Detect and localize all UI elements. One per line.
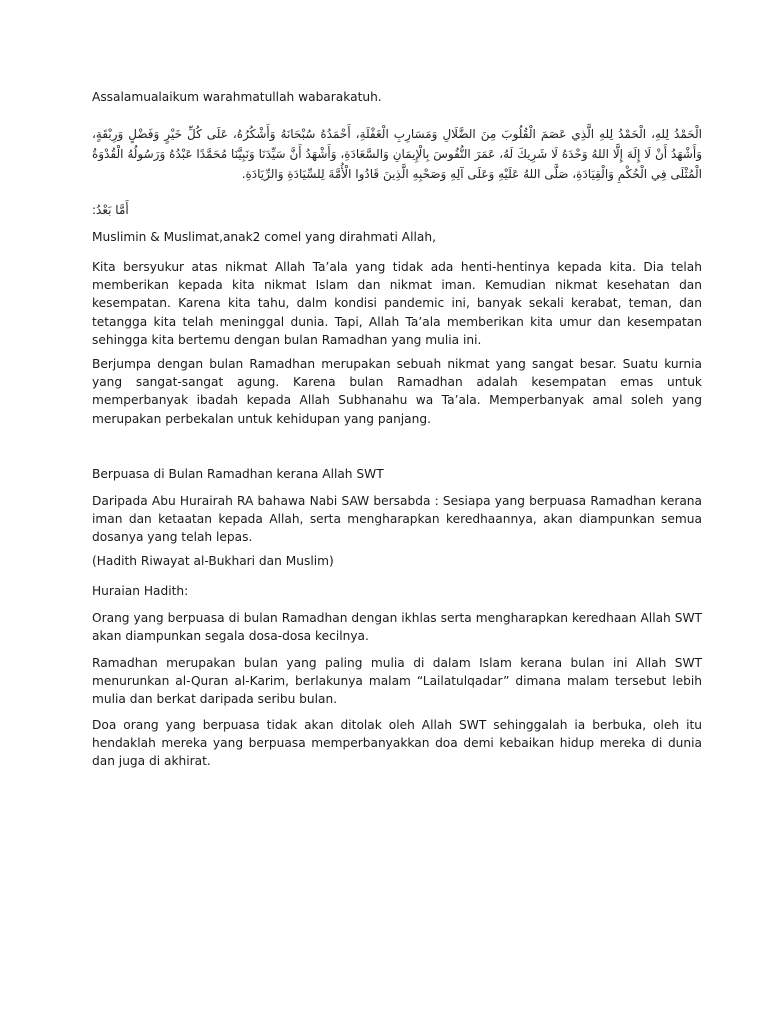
huraian-paragraph-1: Orang yang berpuasa di bulan Ramadhan dengan ikhlas serta mengharapkan keredhaan Allah SWT akan diampunkan segala dosa-dosa kecilnya. — [92, 611, 702, 644]
hadith-text: Daripada Abu Hurairah RA bahawa Nabi SAW bersabda : Sesiapa yang berpuasa Ramadhan kerana iman dan ketaatan kepada Allah, serta mengharapkan keredhaannya, akan diampunkan semua dosanya yang telah lepas. — [92, 494, 702, 545]
huraian-title: Huraian Hadith: — [92, 584, 189, 598]
section-heading: Berpuasa di Bulan Ramadhan kerana Allah SWT — [92, 467, 384, 481]
paragraph-1: Kita bersyukur atas nikmat Allah Ta’ala yang tidak ada henti-hentinya kepada kita. Dia telah memberikan kepada kita nikmat Islam dan nikmat iman. Kemudian nikmat kesehatan dan kesempatan. Karena kita tahu, dalm kondisi pandemic ini, banyak sekali kerabat, teman, dan tetangga kita telah meninggal dunia. Tapi, Allah Ta’ala memberikan kita umur dan kesempatan sehingga kita bertemu dengan bulan Ramadhan yang mulia ini. — [92, 260, 702, 347]
address-line: Muslimin & Muslimat,anak2 comel yang dirahmati Allah, — [92, 230, 436, 244]
greeting: Assalamualaikum warahmatullah wabarakatuh. — [92, 90, 382, 104]
paragraph-2: Berjumpa dengan bulan Ramadhan merupakan sebuah nikmat yang sangat besar. Suatu kurnia yang sangat-sangat agung. Karena bulan Ramadhan adalah kesempatan emas untuk memperbanyak ibadah kepada Allah Subhanahu wa Ta’ala. Memperbanyak amal soleh yang merupakan perbekalan untuk kehidupan yang panjang. — [92, 357, 702, 426]
hadith-source: (Hadith Riwayat al-Bukhari dan Muslim) — [92, 554, 334, 568]
huraian-paragraph-3: Doa orang yang berpuasa tidak akan ditolak oleh Allah SWT sehinggalah ia berbuka, oleh itu hendaklah mereka yang berpuasa memperbanyakkan doa demi kebaikan hidup mereka di dunia dan juga di akhirat. — [92, 718, 702, 769]
arabic-opening: الْحَمْدُ لِلهِ، الْحَمْدُ لِلهِ الَّذِي عَصَمَ الْقُلُوبَ مِنَ الضَّلَالِ وَمَسَارِبِ الْغَفْلَةِ، أَحْمَدُهُ سُبْحَانَهُ وَأَشْكُرُهُ، عَلَى كُلِّ خَيْرٍ وَفَضْلٍ وَرِبْقَةٍ، وَأَشْهَدُ أَنْ لَا إِلَهَ إِلَّا اللهُ وَحْدَهُ لَا شَرِيكَ لَهُ، عَمَرَ النُّفُوسَ بِالْإِيمَانِ وَالسَّعَادَةِ، وَأَشْهَدُ أَنَّ سَيِّدَنَا وَنَبِيَّنَا مُحَمَّدًا عَبْدُهُ وَرَسُولُهُ الْقُدْوَةُ الْمُثْلَى فِي الْحُكْمِ وَالْقِيَادَةِ، صَلَّى اللهُ عَلَيْهِ وَعَلَى آلِهِ وَصَحْبِهِ الَّذِينَ قَادُوا الْأُمَّةَ لِلسِّيَادَةِ وَالرِّيَادَةِ. — [92, 127, 702, 181]
huraian-paragraph-2: Ramadhan merupakan bulan yang paling mulia di dalam Islam kerana bulan ini Allah SWT menurunkan al-Quran al-Karim, berlakunya malam “Lailatulqadar” dimana malam tersebut lebih mulia dan berkat daripada seribu bulan. — [92, 656, 702, 707]
arabic-amma-badu: أَمَّا بَعْدُ: — [92, 203, 129, 217]
